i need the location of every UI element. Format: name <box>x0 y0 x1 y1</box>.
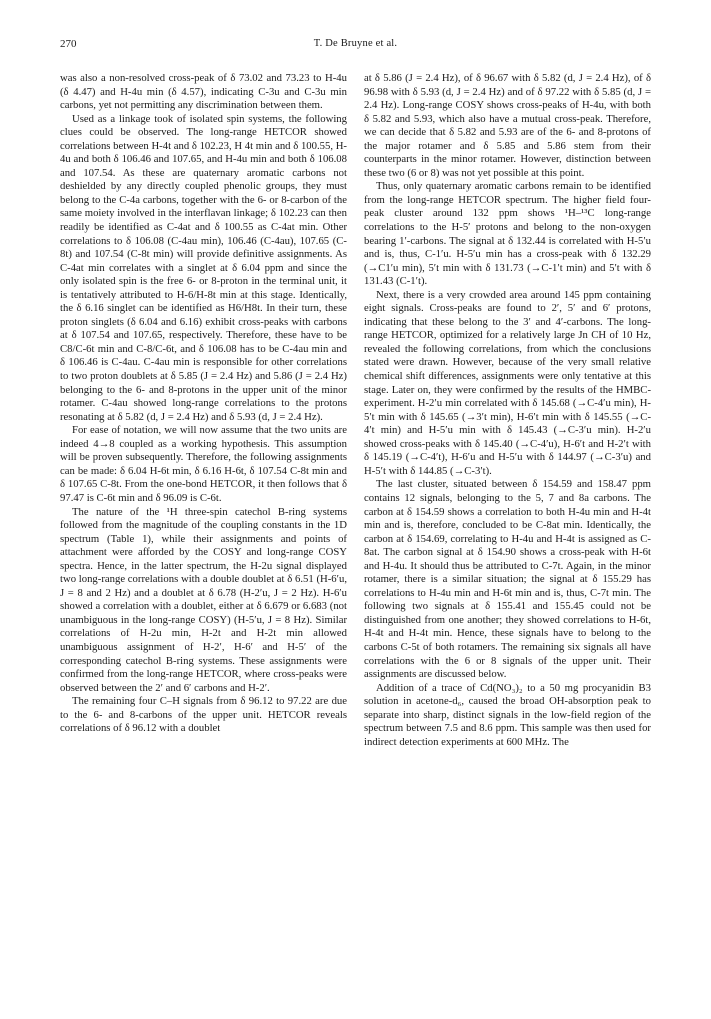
paragraph: The remaining four C–H signals from δ 96.12 to 97.22 are due to the 6- and 8-carbons of the upper unit. HETCOR reveals correlations of δ 96.12 with a doublet <box>60 695 347 735</box>
right-column <box>364 72 651 749</box>
paragraph: Used as a linkage took of isolated spin systems, the following clues could be observed. The long-range HETCOR showed correlations between H-4t and δ 102.23, H 4t min and δ 100.55, H-4u and both δ 106.46 and 107.65, and H-4u min and both δ 106.08 and 107.54. As these are quaternary aromatic carbons not deshielded by any directly coupled phenolic groups, they must belong to the C-4a carbons, together with the 6- or 8-carbon of the same moiety involved in the interflavan linkage; δ 102.23 can then readily be identified as C-4at and δ 100.55 as C-4at min. Other correlations to δ 106.08 (C-4au min), 106.46 (C-4au), 107.65 (C-8t) and 107.54 (C-8t min) will provide definitive assignments. As C-4at min correlates with a singlet at δ 6.04 ppm and since the only isolated spin is the free 6- or 8-proton in the terminal unit, it is tentatively attributed to H-6/H-8t min at this stage. Identically, the δ 6.16 singlet can be identified as H6/H8t. In their turn, these proton singlets (δ 6.04 and 6.16) exhibit cross-peaks with carbons at δ 107.54 and 107.65, respectively. Therefore, these have to be C8/C-6t min and C-8/C-6t, and δ 106.08 has to be C-4au min and δ 106.46 is C-4au. C-4au min is responsible for other correlations to two proton doublets at δ 5.85 (J = 2.4 Hz) and 5.86 (J = 2.4 Hz) belonging to the 6- and 8-protons in the upper unit of the minor rotamer. C-4au showed long-range correlations to the protons resonating at δ 5.82 (d, J = 2.4 Hz) and δ 5.93 (d, J = 2.4 Hz). <box>60 112 347 423</box>
paragraph: The nature of the ¹H three-spin catechol B-ring systems followed from the magnitude of the coupling constants in the 1D spectrum (Table 1), while their assignments and points of attachment were afforded by the COSY and long-range COSY spectra. Hence, in the latter spectrum, the H-2u signal displayed two long-range correlations with a double doublet at δ 6.51 (H-6′u, J = 8 and 2 Hz) and a doublet at δ 6.78 (H-2′u, J = 2 Hz). H-6′u showed a correlation with a doublet, either at δ 6.679 or 6.683 (not unambiguous in the long-range COSY) (H-5′u, J = 8 Hz). Similar correlations of H-2u min, H-2t and H-2t min allowed unambiguous assignment of H-2′, H-6′ and H-5′ of the corresponding catechol B-ring systems. These assignments were confirmed from the long-range HETCOR, where cross-peaks were observed between the 2′ and 6′ carbons and H-2′. <box>60 505 347 694</box>
running-title: T. De Bruyne et al. <box>313 38 398 49</box>
paragraph: was also a non-resolved cross-peak of δ 73.02 and 73.23 to H-4u (δ 4.47) and H-4u min (δ 4.57), indicating C-3u and C-3u min carbons, yet not permitting any discrimination between them. <box>60 72 347 112</box>
paragraph: Addition of a trace of Cd(NO₃)₂ to a 50 mg procyanidin B3 solution in acetone-d₆, caused the broad OH-absorption peak to separate into sharp, distinct signals in the low-field region of the spectrum between 7.5 and 8.6 ppm. This sample was then used for indirect detection experiments at 600 MHz. The <box>364 681 651 748</box>
left-column <box>60 72 347 736</box>
paragraph: The last cluster, situated between δ 154.59 and 158.47 ppm contains 12 signals, belonging to the 5, 7 and 8a carbons. The carbon at δ 154.59 shows a correlation to both H-4u min and H-4t min and is, therefore, concluded to be C-8at min. Identically, the carbon at δ 154.69, correlating to H-4u and H-4t is assigned as C-8at. The carbon signal at δ 154.90 shows a cross-peak with H-6t and H-4u. It should thus be attributed to C-7t. Again, in the minor rotamer, there is a similar situation; the signal at δ 155.29 has correlations to H-4u min and H-6t min and is, thus, C-7t min. The following two signals at δ 155.41 and 155.45 could not be distinguished from one another; they showed correlations to H-6t, H-4t and H-4t min. Hence, these signals have to belong to the carbons C-5t of both rotamers. The remaining six signals all have correlations with the 6 or 8 signals of the upper unit. Their assignments are discussed below. <box>364 478 651 681</box>
page-number: 270 <box>60 38 77 50</box>
paragraph: Next, there is a very crowded area around 145 ppm containing eight signals. Cross-peaks are found to 2′, 5′ and 6′ protons, indicating that these belong to the 3′ and 4′-carbons. The long-range HETCOR, optimized for a relatively large Jn CH of 10 Hz, revealed the following correlations, from which the conclusions stated were drawn. However, because of the very small relative chemical shift differences, assignments were only tentative at this stage. Later on, they were confirmed by the results of the HMBC-experiment. H-2′u min correlated with δ 145.68 (→C-4′u min), H-5′t min with δ 145.65 (→3′t min), H-6′t min with δ 145.55 (→C-4′t min) and H-5′u min with δ 145.43 (→C-3′u min). H-2′u showed cross-peaks with δ 145.40 (→C-4′u), H-6′t and H-2′t with δ 145.19 (→C-4′t), H-6′u and H-5′u with δ 144.97 (→C-3′u) and H-5′t with δ 144.85 (→C-3′t). <box>364 288 651 477</box>
paragraph: at δ 5.86 (J = 2.4 Hz), of δ 96.67 with δ 5.82 (d, J = 2.4 Hz), of δ 96.98 with δ 5.93 (d, J = 2.4 Hz) and of δ 97.22 with δ 5.85 (d, J = 2.4 Hz). Long-range COSY shows cross-peaks of H-4u, with both δ 5.82 and 5.93, which also have a mutual cross-peak. Therefore, we can decide that δ 5.82 and 5.93 are of the 6- and 8-protons of the major rotamer and δ 5.85 and 5.86 stem from their counterparts in the minor rotamer. However, distinction between these two (6 or 8) was not yet possible at this point. <box>364 72 651 179</box>
paragraph: For ease of notation, we will now assume that the two units are indeed 4→8 coupled as a working hypothesis. This assumption will be proven subsequently. Therefore, the following assignments can be made: δ 6.04 H-6t min, δ 6.16 H-6t, δ 107.54 C-8t min and δ 107.65 C-8t. From the one-bond HETCOR, it then follows that δ 97.47 is C-6t min and δ 96.09 is C-6t. <box>60 424 347 504</box>
paragraph: Thus, only quaternary aromatic carbons remain to be identified from the long-range HETCOR spectrum. The higher field four-peak cluster around 132 ppm shows ¹H–¹³C long-range correlations to the H-5′ protons and belong to the non-oxygen bearing 1′-carbons. The signal at δ 132.44 is correlated with H-5′u and is, thus, C-1′u. H-5′u min has a cross-peak with δ 132.29 (→C1′u min), 5′t min with δ 131.73 (→C-1′t min) and 5′t with δ 131.43 (C-1′t). <box>364 180 651 288</box>
